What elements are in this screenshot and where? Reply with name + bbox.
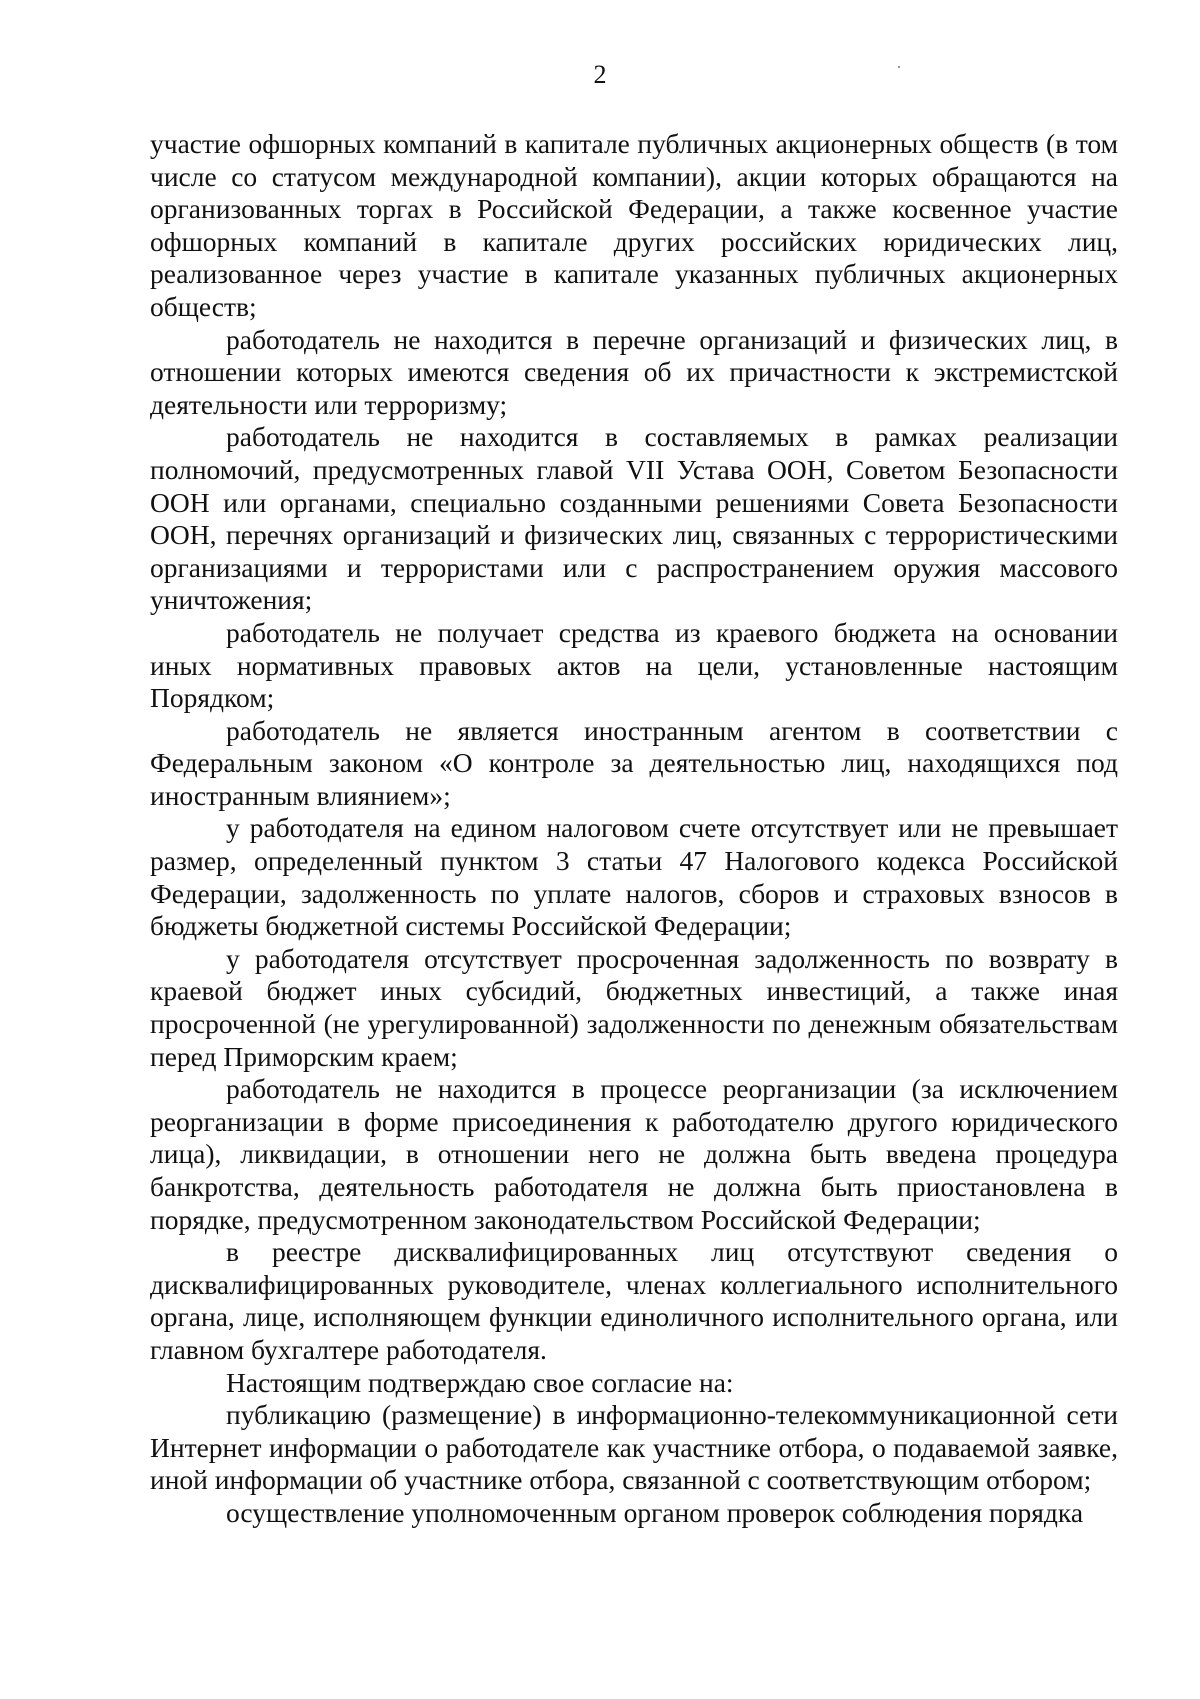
- paragraph-consent-publication: публикацию (размещение) в информационно-телекоммуникационной сети Интернет информации о работодателе как участнике отбора, о подаваемой заявке, иной информации об участнике отбора, связанной с соответствующим отбором;: [150, 1399, 1118, 1496]
- paragraph-no-regional-funds: работодатель не получает средства из краевого бюджета на основании иных нормативных правовых актов на цели, установленные настоящим Порядком;: [150, 616, 1118, 714]
- paragraph-consent-intro: Настоящим подтверждаю свое согласие на:: [226, 1366, 734, 1398]
- paragraph-foreign-agent: работодатель не является иностранным агентом в соответствии с Федеральным законом «О контроле за деятельностью лиц, находящихся под иностранным влиянием»;: [150, 714, 1118, 811]
- paragraph-tax-debt: у работодателя на едином налоговом счете отсутствует или не превышает размер, определенный пунктом 3 статьи 47 Налогового кодекса Российской Федерации, задолженность по уплате налогов, сборов и страховых взносов в бюджеты бюджетной системы Российской Федерации;: [150, 812, 1118, 942]
- paragraph-un-sanctions-list: работодатель не находится в составляемых в рамках реализации полномочий, предусмотренных главой VII Устава ООН, Советом Безопасности ООН или органами, специально созданными решениями Совета Безопасности ООН, перечнях организаций и физических лиц, связанных с террористическими организациями и террористами или с распространением оружия массового уничтожения;: [150, 421, 1118, 616]
- paragraph-extremism-list: работодатель не находится в перечне организаций и физических лиц, в отношении которых имеются сведения об их причастности к экстремистской деятельности или терроризму;: [150, 323, 1118, 420]
- page-number: 2: [593, 60, 607, 89]
- scan-speck: [898, 66, 900, 68]
- paragraph-consent-inspections: осуществление уполномоченным органом проверок соблюдения порядка: [226, 1496, 1084, 1528]
- paragraph-overdue-debt: у работодателя отсутствует просроченная задолженность по возврату в краевой бюджет иных субсидий, бюджетных инвестиций, а также иная просроченной (не урегулированной) задолженности по денежным обязательствам перед Приморским краем;: [150, 942, 1118, 1072]
- paragraph-offshore-participation: участие офшорных компаний в капитале публичных акционерных обществ (в том числе со статусом международной компании), акции которых обращаются на организованных торгах в Российской Федерации, а также косвенное участие офшорных компаний в капитале других российских юридических лиц, реализованное через участие в капитале указанных публичных акционерных обществ;: [150, 128, 1118, 322]
- paragraph-disqualified-persons: в реестре дисквалифицированных лиц отсутствуют сведения о дисквалифицированных руководителе, членах коллегиального исполнительного органа, лице, исполняющем функции единоличного исполнительного органа, или главном бухгалтере работодателя.: [150, 1236, 1118, 1365]
- paragraph-reorganization: работодатель не находится в процессе реорганизации (за исключением реорганизации в форме присоединения к работодателю другого юридического лица), ликвидации, в отношении него не должна быть введена процедура банкротства, деятельность работодателя не должна быть приостановлена в порядке, предусмотренном законодательством Российской Федерации;: [150, 1073, 1118, 1235]
- document-body: [150, 128, 1118, 1530]
